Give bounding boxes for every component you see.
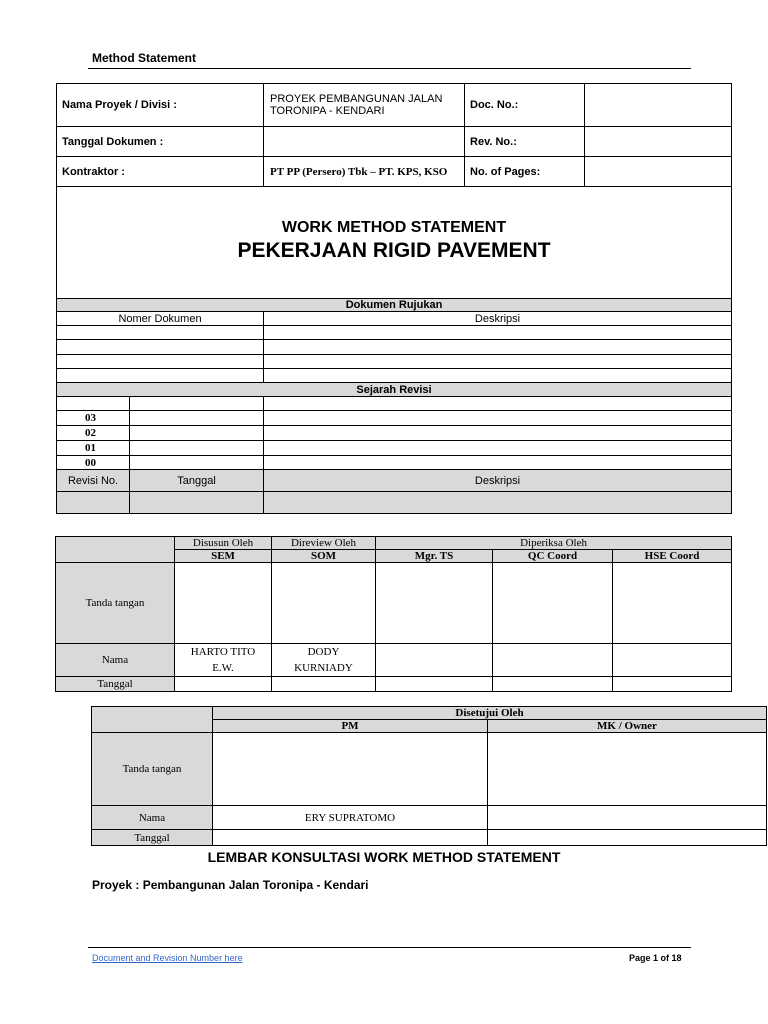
- reference-row: [57, 326, 732, 340]
- revision-row: [57, 426, 732, 441]
- contractor-label: Kontraktor :: [57, 157, 264, 187]
- date-box: [613, 677, 732, 692]
- date-box: [376, 677, 493, 692]
- compiled-by-header: Disusun Oleh: [175, 537, 272, 550]
- document-title-line2: PEKERJAAN RIGID PAVEMENT: [237, 239, 551, 262]
- pages-label: No. of Pages:: [465, 157, 585, 187]
- signature-box: [493, 563, 613, 644]
- checked-by-header: Diperiksa Oleh: [376, 537, 732, 550]
- signature-box: [175, 563, 272, 644]
- doc-no-label: Doc. No.:: [465, 84, 585, 127]
- references-section-title: Dokumen Rujukan: [57, 299, 732, 312]
- signature-box: [213, 733, 488, 806]
- final-signature-row-label: Tanda tangan: [92, 733, 213, 806]
- revision-row: [57, 397, 732, 411]
- name-box: [376, 644, 493, 677]
- name-sem: HARTO TITO E.W.: [175, 644, 272, 677]
- name-som: DODY KURNIADY: [272, 644, 376, 677]
- role-hse-coord: HSE Coord: [613, 550, 732, 563]
- date-box: [175, 677, 272, 692]
- role-som: SOM: [272, 550, 376, 563]
- document-title-block: [57, 187, 732, 299]
- project-label: Nama Proyek / Divisi :: [57, 84, 264, 127]
- reference-row: [57, 340, 732, 355]
- revision-number-header: Revisi No.: [57, 470, 130, 492]
- footer-divider: [88, 947, 691, 948]
- reference-description-header: Deskripsi: [264, 312, 732, 326]
- role-pm: PM: [213, 720, 488, 733]
- document-date-label: Tanggal Dokumen :: [57, 127, 264, 157]
- signature-row-label: Tanda tangan: [56, 563, 175, 644]
- final-date-row-label: Tanggal: [92, 830, 213, 846]
- revision-number: 03: [57, 411, 130, 426]
- revision-description-header: Deskripsi: [264, 470, 732, 492]
- date-box: [488, 830, 767, 846]
- revision-row: [57, 456, 732, 470]
- final-header-corner: [92, 707, 213, 733]
- approved-by-header: Disetujui Oleh: [213, 707, 767, 720]
- role-mk-owner: MK / Owner: [488, 720, 767, 733]
- header-divider: [88, 68, 691, 69]
- revision-row: [57, 441, 732, 456]
- final-approval-table: [91, 706, 767, 846]
- role-qc-coord: QC Coord: [493, 550, 613, 563]
- name-box: [488, 806, 767, 830]
- signature-header-corner: [56, 537, 175, 563]
- revision-number: 02: [57, 426, 130, 441]
- date-row-label: Tanggal: [56, 677, 175, 692]
- role-mgr-ts: Mgr. TS: [376, 550, 493, 563]
- date-box: [213, 830, 488, 846]
- approval-signature-table: [55, 536, 732, 692]
- page-number: Page 1 of 18: [629, 953, 682, 963]
- signature-box: [613, 563, 732, 644]
- date-box: [493, 677, 613, 692]
- date-box: [272, 677, 376, 692]
- consultation-title: LEMBAR KONSULTASI WORK METHOD STATEMENT: [207, 849, 561, 865]
- signature-box: [488, 733, 767, 806]
- name-box: [613, 644, 732, 677]
- role-sem: SEM: [175, 550, 272, 563]
- document-date-value: [264, 127, 465, 157]
- revision-date-header: Tanggal: [130, 470, 264, 492]
- revision-number: 00: [57, 456, 130, 470]
- project-value: PROYEK PEMBANGUNAN JALAN TORONIPA - KENDARI: [264, 84, 465, 127]
- revision-number: 01: [57, 441, 130, 456]
- document-title-line1: WORK METHOD STATEMENT: [281, 219, 507, 236]
- reviewed-by-header: Direview Oleh: [272, 537, 376, 550]
- reference-row: [57, 355, 732, 369]
- contractor-value: PT PP (Persero) Tbk – PT. KPS, KSO: [264, 157, 465, 187]
- signature-box: [272, 563, 376, 644]
- final-name-row-label: Nama: [92, 806, 213, 830]
- doc-no-value: [585, 84, 732, 127]
- name-pm: ERY SUPRATOMO: [213, 806, 488, 830]
- revision-section-title: Sejarah Revisi: [57, 383, 732, 397]
- consultation-project: Proyek : Pembangunan Jalan Toronipa - Kendari: [92, 878, 369, 892]
- pages-value: [585, 157, 732, 187]
- revision-row: [57, 492, 732, 514]
- reference-row: [57, 369, 732, 383]
- revision-row: [57, 411, 732, 426]
- signature-box: [376, 563, 493, 644]
- reference-number-header: Nomer Dokumen: [57, 312, 264, 326]
- name-box: [493, 644, 613, 677]
- page-header-title: Method Statement: [92, 51, 197, 65]
- rev-no-label: Rev. No.:: [465, 127, 585, 157]
- name-row-label: Nama: [56, 644, 175, 677]
- document-revision-link[interactable]: Document and Revision Number here: [92, 953, 243, 963]
- document-info-table: [56, 83, 732, 514]
- rev-no-value: [585, 127, 732, 157]
